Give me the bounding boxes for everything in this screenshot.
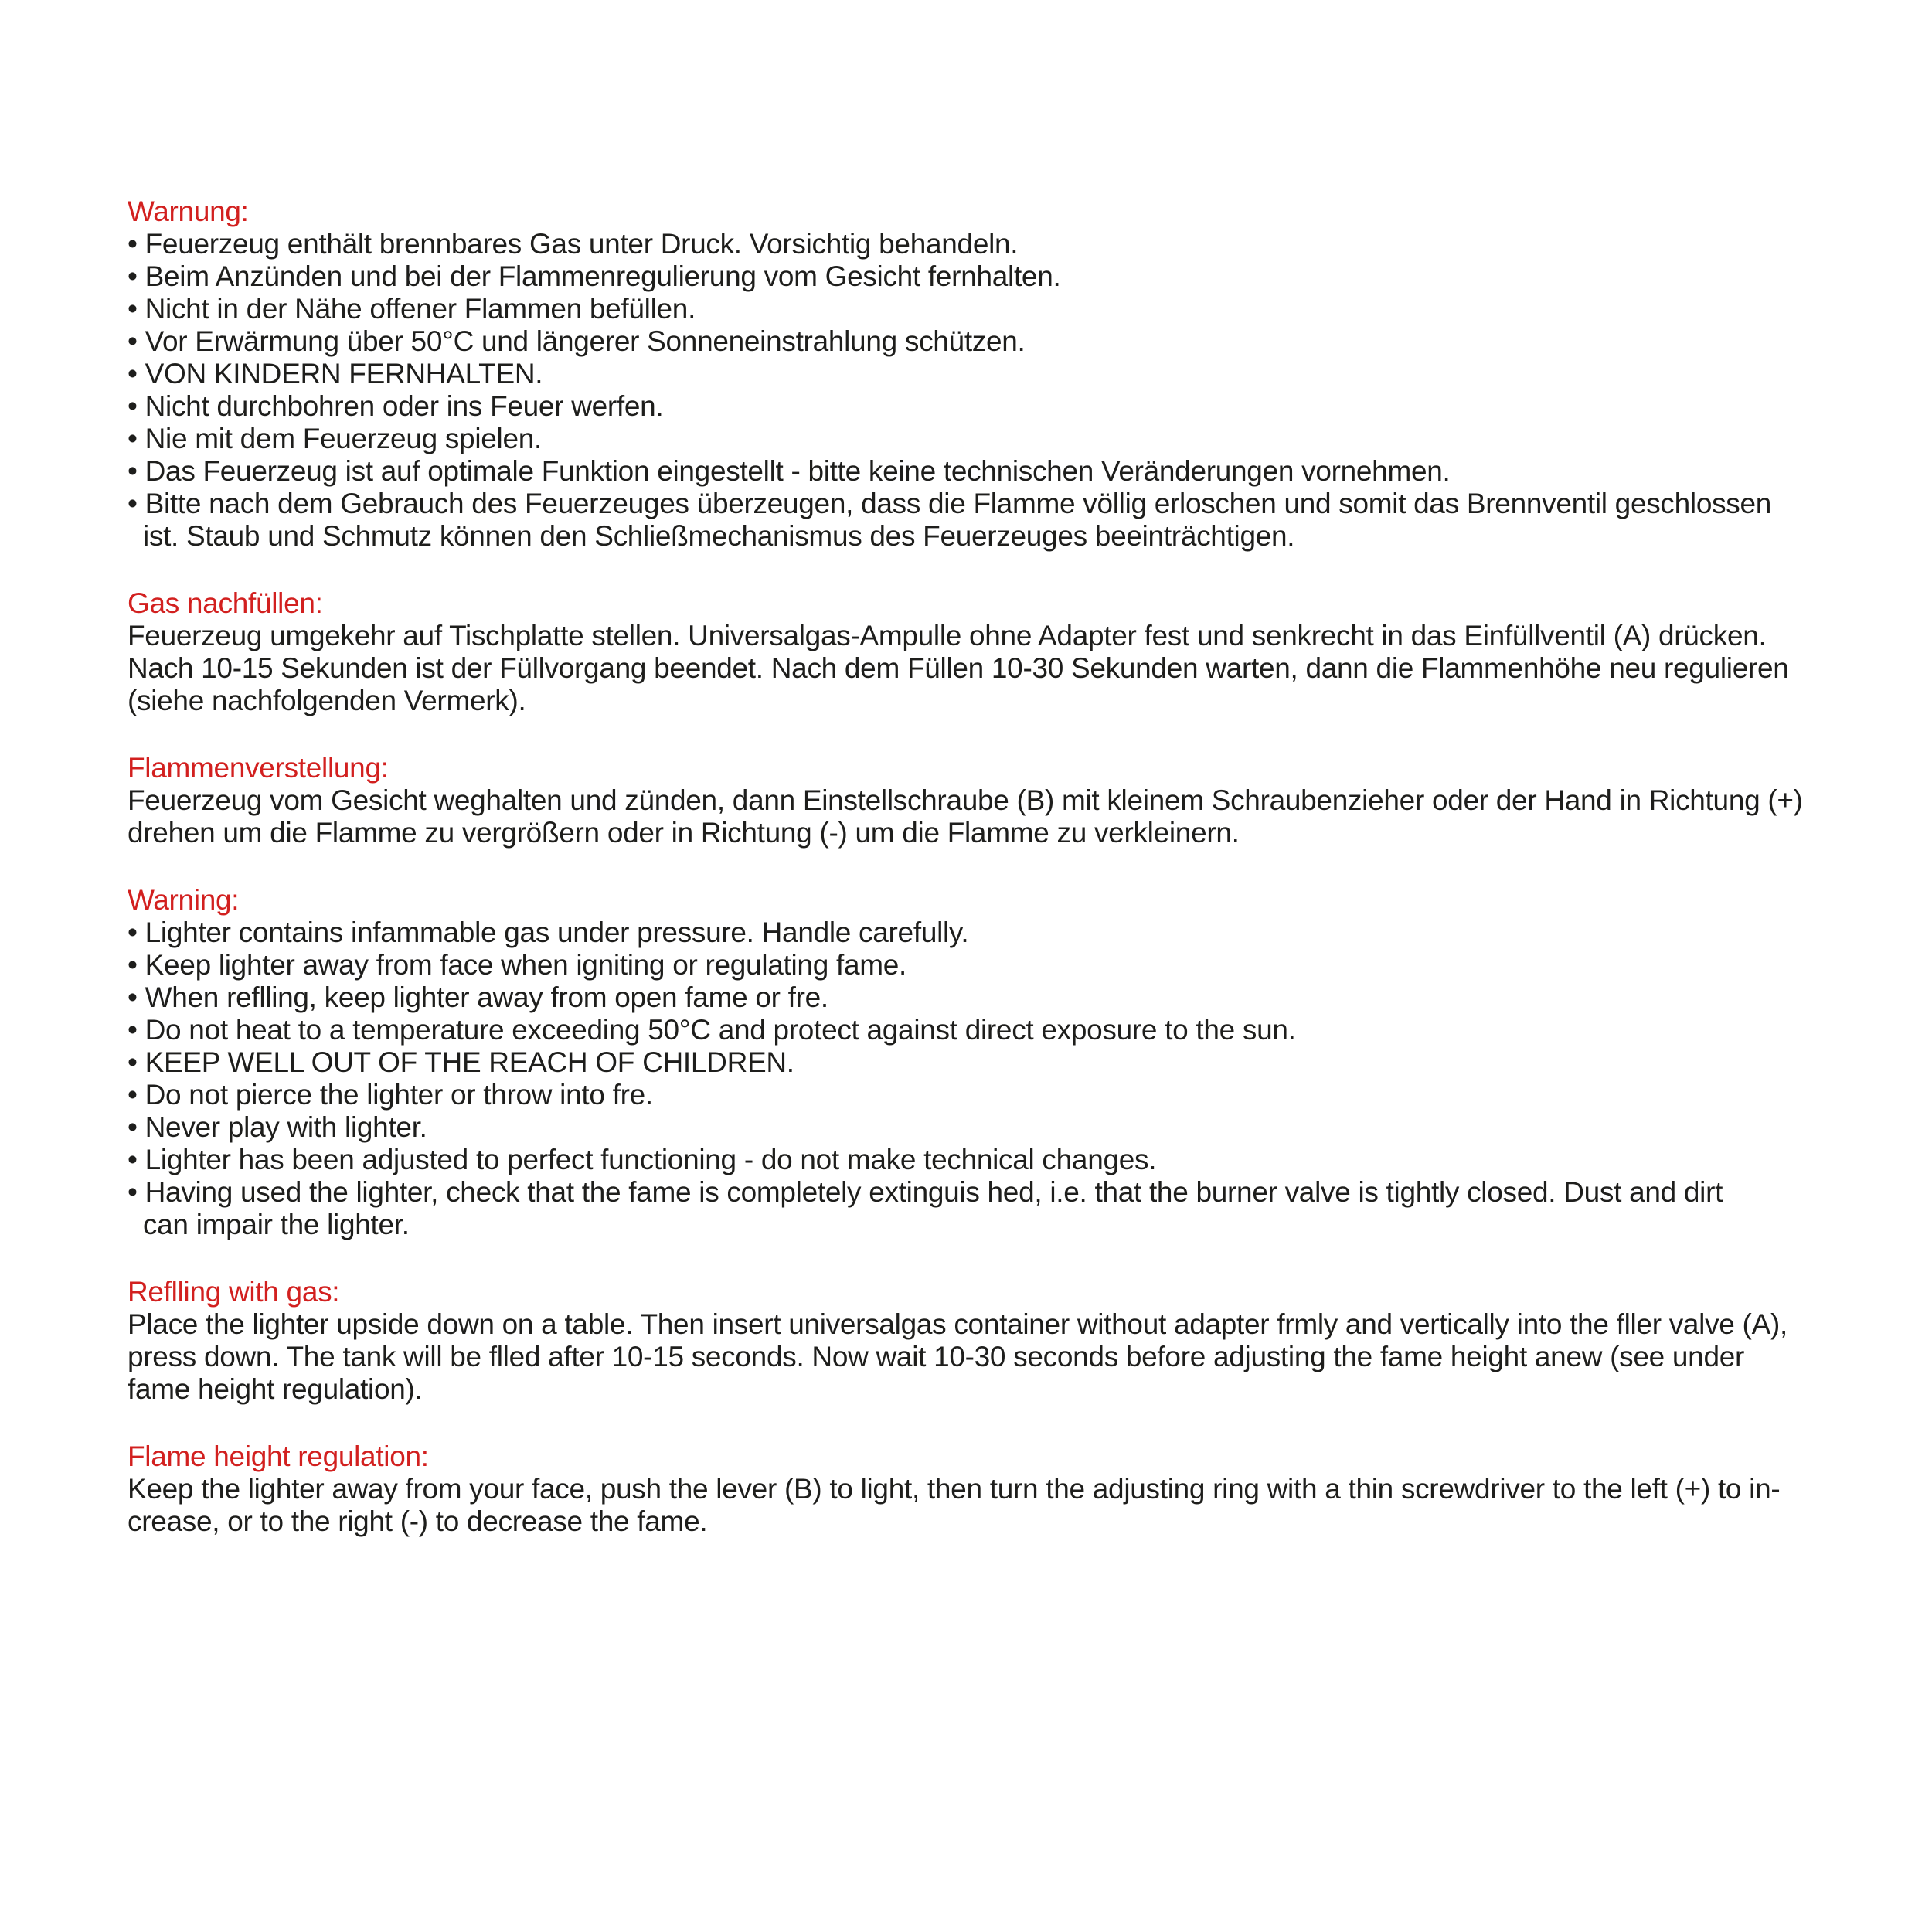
- instruction-section: [128, 1276, 1870, 1406]
- instruction-section: [128, 884, 1870, 1241]
- text-line: • Bitte nach dem Gebrauch des Feuerzeuges überzeugen, dass die Flamme völlig erloschen und somit das Brennventil geschlossen: [128, 488, 1772, 519]
- text-line: • Never play with lighter.: [128, 1111, 427, 1143]
- text-line: • Having used the lighter, check that the fame is completely extinguis hed, i.e. that the burner valve is tightly closed. Dust and dirt: [128, 1176, 1723, 1208]
- text-line: • Do not pierce the lighter or throw into fre.: [128, 1079, 653, 1111]
- text-line: crease, or to the right (-) to decrease the fame.: [128, 1505, 708, 1537]
- text-line: can impair the lighter.: [128, 1209, 410, 1240]
- text-line: ist. Staub und Schmutz können den Schließmechanismus des Feuerzeuges beeinträchtigen.: [128, 520, 1295, 552]
- section-heading: Flame height regulation:: [128, 1440, 429, 1472]
- instruction-section: [128, 196, 1870, 553]
- text-line: • KEEP WELL OUT OF THE REACH OF CHILDREN.: [128, 1046, 794, 1078]
- text-line: Keep the lighter away from your face, push the lever (B) to light, then turn the adjusting ring with a thin screwdriver to the left (+) to in-: [128, 1473, 1781, 1505]
- section-heading: Reflling with gas:: [128, 1276, 340, 1308]
- text-line: • Do not heat to a temperature exceeding 50°C and protect against direct exposure to the sun.: [128, 1014, 1296, 1046]
- text-line: • Lighter has been adjusted to perfect functioning - do not make technical changes.: [128, 1144, 1157, 1175]
- text-line: (siehe nachfolgenden Vermerk).: [128, 685, 526, 716]
- text-line: • Nicht durchbohren oder ins Feuer werfen.: [128, 390, 664, 422]
- text-line: • VON KINDERN FERNHALTEN.: [128, 358, 543, 389]
- section-heading: Flammenverstellung:: [128, 752, 389, 784]
- text-line: Place the lighter upside down on a table. Then insert universalgas container without adapter frmly and vertically into the fller valve (A),: [128, 1308, 1787, 1340]
- section-heading: Warning:: [128, 884, 240, 916]
- text-line: • Das Feuerzeug ist auf optimale Funktion eingestellt - bitte keine technischen Veränderungen vornehmen.: [128, 455, 1451, 487]
- text-line: Nach 10-15 Sekunden ist der Füllvorgang beendet. Nach dem Füllen 10-30 Sekunden warten, dann die Flammenhöhe neu regulieren: [128, 652, 1789, 684]
- text-line: fame height regulation).: [128, 1373, 423, 1405]
- text-line: press down. The tank will be flled after 10-15 seconds. Now wait 10-30 seconds before adjusting the fame height anew (see under: [128, 1341, 1745, 1372]
- instruction-section: [128, 752, 1870, 849]
- text-line: drehen um die Flamme zu vergrößern oder in Richtung (-) um die Flamme zu verkleinern.: [128, 817, 1240, 849]
- text-line: • Beim Anzünden und bei der Flammenregulierung vom Gesicht fernhalten.: [128, 260, 1061, 292]
- text-line: Feuerzeug umgekehr auf Tischplatte stellen. Universalgas-Ampulle ohne Adapter fest und senkrecht in das Einfüllventil (A) drücken.: [128, 620, 1767, 651]
- text-line: • Lighter contains infammable gas under pressure. Handle carefully.: [128, 917, 969, 948]
- section-heading: Warnung:: [128, 196, 249, 227]
- text-line: • Nicht in der Nähe offener Flammen befüllen.: [128, 293, 696, 325]
- section-heading: Gas nachfüllen:: [128, 587, 323, 619]
- instruction-section: [128, 587, 1870, 717]
- text-line: • Vor Erwärmung über 50°C und längerer Sonneneinstrahlung schützen.: [128, 325, 1026, 357]
- text-line: • Feuerzeug enthält brennbares Gas unter Druck. Vorsichtig behandeln.: [128, 228, 1019, 260]
- text-line: Feuerzeug vom Gesicht weghalten und zünden, dann Einstellschraube (B) mit kleinem Schraubenzieher oder der Hand in Richtung (+): [128, 784, 1803, 816]
- text-line: • Keep lighter away from face when igniting or regulating fame.: [128, 949, 906, 981]
- text-line: • Nie mit dem Feuerzeug spielen.: [128, 423, 542, 454]
- instruction-sections: [128, 196, 1870, 1573]
- instruction-section: [128, 1440, 1870, 1538]
- text-line: • When reflling, keep lighter away from open fame or fre.: [128, 981, 828, 1013]
